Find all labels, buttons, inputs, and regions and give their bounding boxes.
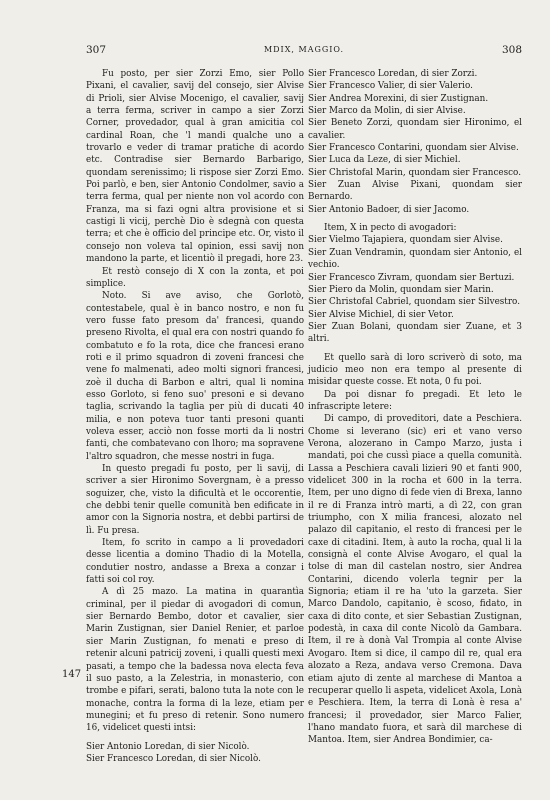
paragraph: Da poi disnar fo pregadi. Et leto le infrascripte letere: — [308, 389, 522, 412]
paragraph: Sier Luca da Leze, di sier Michiel. — [308, 155, 461, 166]
left-column — [86, 68, 304, 765]
paragraph: Sier Francesco Zivram, quondam sier Bertuzi. — [308, 272, 515, 283]
paragraph: Sier Andrea Morexini, di sier Zustignan. — [308, 93, 489, 104]
page-header — [86, 44, 522, 58]
paragraph: Sier Vielmo Tajapiera, quondam sier Alvise. — [308, 235, 503, 246]
right-column — [308, 68, 522, 747]
paragraph: Sier Alvise Michiel, di sier Vetor. — [308, 309, 454, 320]
paragraph: Di campo, di proveditori, date a Peschiera. Chome si leverano (sic) eri et vano verso Verona, alozerano in Campo Marzo, justa i mandati, poi che cussì piace a quella comunità. Lassa a Peschiera cavali lizieri 90 et fanti 900, videlicet 300 in la rocha et 600 in la terra. Item, per uno digno di fede vien di Brexa, lanno il re di Franza intrò marti, a dì 22, con gran triumpho, con X milia francesi, alozato nel palazo dil capitanio, el resto di francesi per le caxe di citadini. Item, à auto la rocha, qual li la consignà el conte Alvise Avogaro, el qual la tolse di man dil castelan nostro, sier Andrea Contarini, dicendo volerla tegnir per la Signoria; etiam il re ha 'uto la garzeta. Sier Marco Dandolo, capitanio, è scoso, fidato, in caxa di dito conte, et sier Sebastian Zustignan, podestà, in caxa dil conte Nicolò da Gambara. Item, il re à donà Val Trompia al conte Alvise Avogaro. Item si dice, il campo dil re, qual era alozato a Reza, andava verso Cremona. Dava etiam ajuto di zente al marchese di Mantoa a recuperar quello li aspeta, videlicet Axola, Lonà e Peschiera. Item, la terra di Lonà è resa a' francesi; il provedador, sier Marco Falier, l'hano mandato fuora, et sarà dil marchese di Mantoa. Item, sier Andrea Bondimier, ca- — [308, 414, 522, 746]
margin-note: 147 — [62, 669, 82, 680]
running-title: MDIX, MAGGIO. — [263, 45, 345, 54]
paragraph: Sier Beneto Zorzi, quondam sier Hironimo, el cavalier. — [308, 118, 522, 141]
left-page-number: 307 — [86, 44, 107, 56]
paragraph: Sier Marco da Molin, di sier Alvise. — [308, 106, 466, 117]
paragraph: Sier Zuan Bolani, quondam sier Zuane, et 3 altri. — [308, 321, 522, 345]
paragraph: Et restò consejo di X con la zonta, et poi simplice. — [86, 266, 304, 289]
paragraph: Sier Francesco Contarini, quondam sier Alvise. — [308, 143, 519, 154]
paragraph: Sier Francesco Valier, di sier Valerio. — [308, 81, 473, 92]
paragraph: Sier Piero da Molin, quondam sier Marin. — [308, 284, 494, 295]
paragraph: Sier Zuan Alvise Pixani, quondam sier Bernardo. — [308, 180, 522, 203]
right-page-number: 308 — [501, 44, 522, 56]
paragraph: Fu posto, per sier Zorzi Emo, sier Pollo Pixani, el cavalier, savij del consejo, sier Alvise di Prioli, sier Alvise Mocenigo, el cavalier, savij a terra ferma, scriver in campo a sier Zorzi Corner, provedador, qual à gran amicitia col cardinal Roan, che 'l mandi qualche uno a trovarlo e veder di tramar pratiche di acordo etc. Contradise sier Bernardo Barbarigo, quondam serenissimo; li rispose sier Zorzi Emo. Poi parlò, e ben, sier Antonio Condolmer, savio a terra ferma, qual per niente non vol acordo con Franza, ma si fazi ogni altra provisione et si castigi li vicij, perchè Dio è sdegnà con questa terra; et che è officio del principe etc. Or, visto il consejo non voleva tal opinion, essi savij non mandono la parte, et licentiò il pregadi, hore 23. — [86, 69, 304, 265]
paragraph: Sier Francesco Loredan, di sier Zorzi. — [308, 69, 478, 79]
paragraph: Item, X in pecto di avogadori: — [324, 223, 457, 234]
paragraph: Sier Christofal Cabriel, quondam sier Silvestro. — [308, 297, 520, 308]
paragraph: Sier Francesco Loredan, di sier Nicolò. — [86, 753, 261, 764]
paragraph: Sier Christofal Marin, quondam sier Francesco. — [308, 167, 521, 178]
paragraph: Et quello sarà di loro scriverò di soto, ma judicio meo non era tempo al presente di misidar queste cosse. Et nota, 0 fu poi. — [308, 352, 522, 388]
paragraph: Noto. Si ave aviso, che Gorlotò, contestabele, qual è in banco nostro, e non fu vero fusse fato presom da' francesi, quando preseno Rivolta, el qual era con nostri quando fo combatuto e fo la rota, dice che francesi erano roti e il primo squadron di zoveni francesi che vene fo malmenati, adeo molti signori francesi, zoè il ducha di Barbon e altri, qual li nomina esso Gorloto, si feno suo' presoni e si devano taglia, scrivando la taglia per più di ducati 40 milia, e non poteva tuor tanti presoni quanti voleva esser, acciò non fosse morti da li nostri fanti, che combatevano con lhoro; ma sopravene l'altro squadron, che messe nostri in fuga. — [86, 291, 304, 462]
paragraph: Sier Antonio Badoer, di sier Jacomo. — [308, 204, 470, 215]
paragraph: Item, fo scrito in campo a li provedadori desse licentia a domino Thadio di la Motella, condutier nostro, andasse a Brexa a conzar i fatti soi col roy. — [86, 538, 304, 586]
paragraph: Sier Zuan Vendramin, quondam sier Antonio, el vechio. — [308, 247, 522, 271]
paragraph: Sier Antonio Loredan, di sier Nicolò. — [86, 741, 250, 752]
paragraph: A dì 25 mazo. La matina in quarantìa criminal, per il piedar di avogadori di comun, sier Bernardo Bembo, dotor et cavalier, sier Marin Zustignan, sier Daniel Renier, et parloe sier Marin Zustignan, fo menati e preso di retenir alcuni patricij zoveni, i qualli questi mexi pasati, a tempo che la badessa nova electa feva il suo pasto, a la Zelestria, in monasterio, con trombe e pifari, serati, balono tuta la note con le monache, contra la forma di la leze, etiam per munegini; et fu preso di retenir. Sono numero 16, videlicet questi intsi: — [86, 587, 304, 734]
paragraph: In questo pregadi fu posto, per li savij, di scriver a sier Hironimo Sovergnam, è a presso soguizer, che, visto la dificultà et le occorentie, che debbi tenir quelle comunità ben edificate in amor con la Signoria nostra, et debbi partirsi de lì. Fu presa. — [86, 464, 304, 536]
